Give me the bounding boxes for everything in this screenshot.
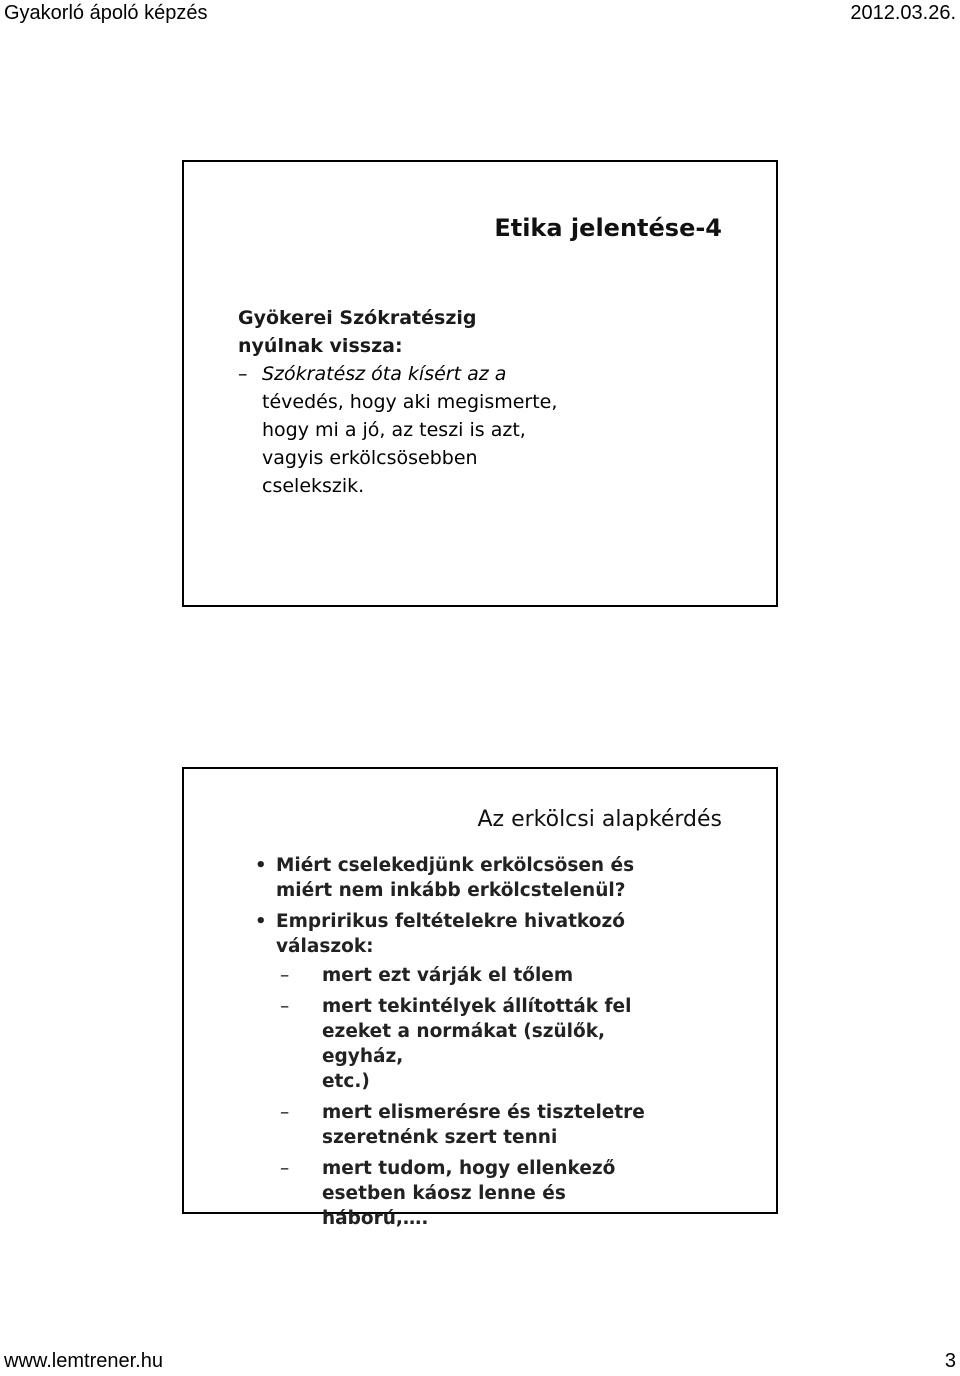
slide-etika-jelentese xyxy=(182,160,778,607)
sub-item-line: mert tekintélyek állították fel xyxy=(322,996,632,1017)
slide1-sub-line: Szókratész óta kísért az a xyxy=(262,363,507,385)
footer-page-number: 3 xyxy=(944,1350,956,1372)
slide1-sub-item xyxy=(238,360,568,500)
sub-item-line: mert tudom, hogy ellenkező xyxy=(322,1158,616,1179)
sub-item-line: mert elismerésre és tiszteletre xyxy=(322,1102,645,1123)
slide1-lead-line: Gyökerei Szókratészig xyxy=(238,307,477,329)
sub-item-line: esetben káosz lenne és háború,…. xyxy=(322,1183,566,1229)
slide1-sub-line: vagyis erkölcsösebben xyxy=(262,447,478,469)
slide2-sub-list xyxy=(280,963,676,1231)
slide1-body xyxy=(238,304,568,500)
slide2-body xyxy=(256,853,676,1237)
dash-icon: – xyxy=(280,965,290,986)
sub-item xyxy=(280,1100,676,1150)
slide1-sub-line: cselekszik. xyxy=(262,475,365,497)
bullet-icon: • xyxy=(255,855,267,876)
slide2-bullet xyxy=(256,909,676,1231)
slide2-bullet xyxy=(256,853,676,903)
sub-item-line: etc.) xyxy=(322,1071,370,1092)
bullet-line: miért nem inkább erkölcstelenül? xyxy=(276,880,626,901)
slide1-title: Etika jelentése-4 xyxy=(494,214,722,242)
dash-icon: – xyxy=(238,363,248,385)
bullet-line: válaszok: xyxy=(276,936,374,957)
sub-item-line: szeretnénk szert tenni xyxy=(322,1127,558,1148)
header-date: 2012.03.26. xyxy=(850,2,956,24)
sub-item-line: mert ezt várják el tőlem xyxy=(322,965,574,986)
slide-erkolcsi-alapkerdes xyxy=(182,767,778,1229)
sub-item xyxy=(280,1156,676,1231)
slide1-sub-line: hogy mi a jó, az teszi is azt, xyxy=(262,419,526,441)
footer-website: www.lemtrener.hu xyxy=(4,1350,163,1372)
sub-item xyxy=(280,994,676,1094)
dash-icon: – xyxy=(280,1102,290,1123)
slide2-title: Az erkölcsi alapkérdés xyxy=(477,807,722,832)
slide1-lead-line: nyúlnak vissza: xyxy=(238,335,403,357)
dash-icon: – xyxy=(280,1158,290,1179)
sub-item-line: ezeket a normákat (szülők, egyház, xyxy=(322,1021,606,1067)
slide1-sub-line: tévedés, hogy aki megismerte, xyxy=(262,391,558,413)
bullet-icon: • xyxy=(255,911,267,932)
dash-icon: – xyxy=(280,996,290,1017)
sub-item xyxy=(280,963,676,988)
bullet-line: Miért cselekedjünk erkölcsösen és xyxy=(276,855,635,876)
bullet-line: Empririkus feltételekre hivatkozó xyxy=(276,911,625,932)
header-title: Gyakorló ápoló képzés xyxy=(4,2,208,24)
